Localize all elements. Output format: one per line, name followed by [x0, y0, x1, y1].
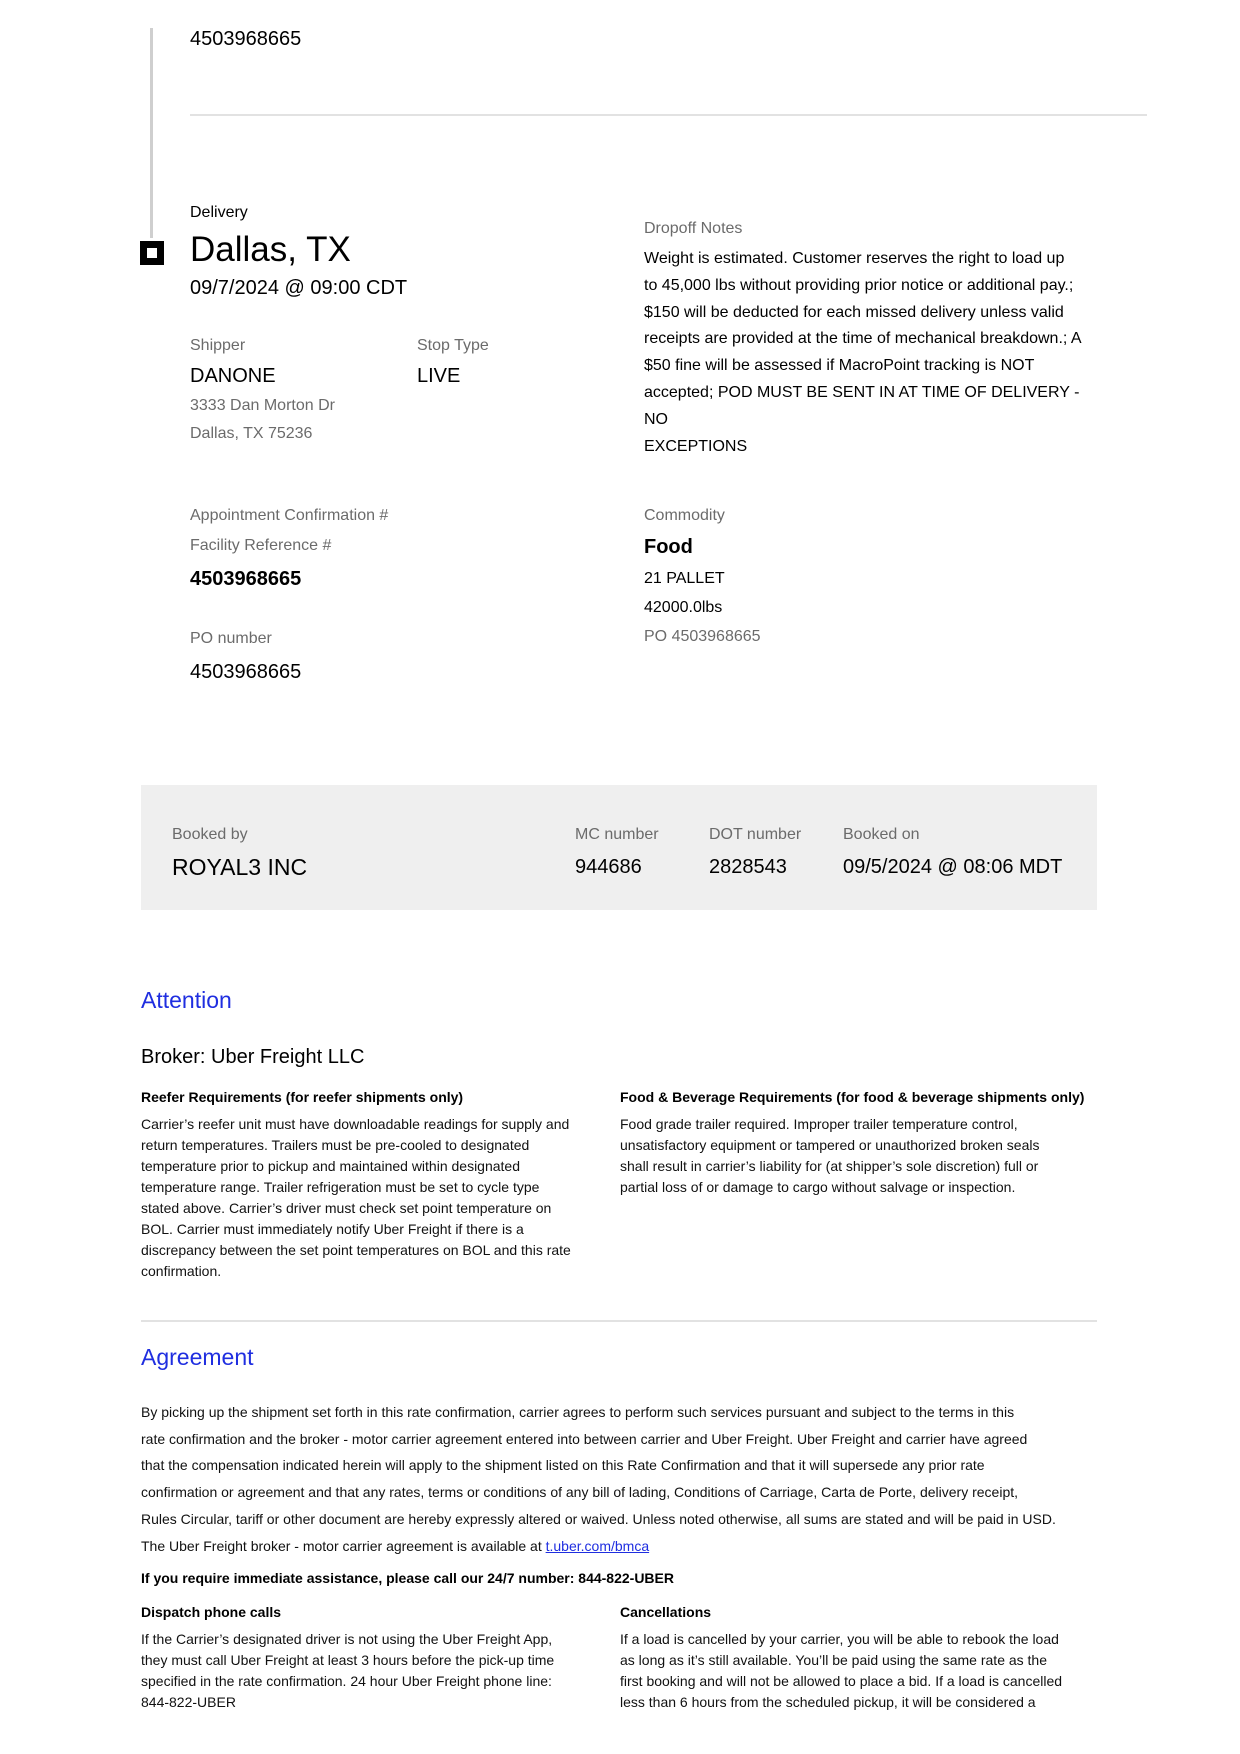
attention-title: Attention: [141, 987, 232, 1013]
cancellations-text: [620, 1629, 1090, 1713]
reefer-requirements-text: [141, 1114, 601, 1282]
text-line: Carrier’s reefer unit must have downloadable readings for supply and: [141, 1116, 570, 1132]
timeline-line: [150, 28, 153, 238]
shipper-address-line-1: 3333 Dan Morton Dr: [190, 397, 335, 414]
food-beverage-requirements-text: [620, 1114, 1090, 1198]
booked-by-value: ROYAL3 INC: [172, 854, 308, 880]
mc-number-value: 944686: [575, 856, 642, 878]
commodity-quantity: 21 PALLET: [644, 570, 725, 587]
facility-reference-label: Facility Reference #: [190, 537, 332, 554]
dispatch-calls-title: Dispatch phone calls: [141, 1604, 282, 1620]
dropoff-notes-line: Weight is estimated. Customer reserves the right to load up: [644, 250, 1065, 267]
shipper-address-line-2: Dallas, TX 75236: [190, 425, 313, 442]
agreement-link-prefix: The Uber Freight broker - motor carrier agreement is available at: [141, 1537, 546, 1554]
text-line: shall result in carrier’s liability for (at shipper’s sole discretion) full or: [620, 1158, 1039, 1174]
text-line: discrepancy between the set point temperatures on BOL and this rate: [141, 1242, 571, 1258]
commodity-label: Commodity: [644, 507, 725, 524]
dropoff-notes-line: $150 will be deducted for each missed delivery unless valid: [644, 303, 1064, 321]
shipper-name: DANONE: [190, 365, 276, 387]
text-line: they must call Uber Freight at least 3 hours before the pick-up time: [141, 1652, 555, 1668]
text-line: temperature range. Trailer refrigeration must be set to cycle type: [141, 1179, 540, 1195]
dot-number-value: 2828543: [709, 856, 787, 878]
text-line: unsatisfactory equipment or tampered or unauthorized broken seals: [620, 1137, 1040, 1153]
dropoff-notes-line: EXCEPTIONS: [644, 437, 748, 455]
commodity-weight: 42000.0lbs: [644, 599, 723, 616]
text-line: specified in the rate confirmation. 24 hour Uber Freight phone line:: [141, 1673, 552, 1689]
text-line: By picking up the shipment set forth in this rate confirmation, carrier agrees to perform such services pursuant and subject to the terms in this: [141, 1404, 1015, 1420]
text-line: as long as it’s still available. You’ll be paid using the same rate as the: [620, 1652, 1048, 1668]
divider: [190, 114, 1147, 116]
broker-name: Broker: Uber Freight LLC: [141, 1046, 365, 1068]
mc-number-label: MC number: [575, 826, 659, 843]
stop-type-value: LIVE: [417, 365, 461, 387]
text-line: If a load is cancelled by your carrier, you will be able to rebook the load: [620, 1631, 1059, 1647]
text-line: first booking and will not be allowed to place a bid. If a load is cancelled: [620, 1673, 1063, 1689]
reefer-requirements-title: Reefer Requirements (for reefer shipments only): [141, 1089, 464, 1105]
text-line: stated above. Carrier’s driver must check set point temperature on: [141, 1200, 552, 1216]
text-line: partial loss of or damage to cargo without salvage or inspection.: [620, 1179, 1016, 1195]
agreement-title: Agreement: [141, 1344, 254, 1370]
stop-type-heading: Delivery: [190, 204, 248, 221]
cancellations-title: Cancellations: [620, 1604, 712, 1620]
text-line: BOL. Carrier must immediately notify Uber Freight if there is a: [141, 1221, 524, 1237]
food-beverage-requirements-title: Food & Beverage Requirements (for food & beverage shipments only): [620, 1089, 1085, 1105]
text-line: less than 6 hours from the scheduled pickup, it will be considered a: [620, 1694, 1036, 1710]
facility-reference-value: 4503968665: [190, 568, 302, 590]
delivery-datetime: 09/7/2024 @ 09:00 CDT: [190, 277, 408, 299]
commodity-name: Food: [644, 536, 693, 558]
text-line: 844-822-UBER: [141, 1694, 236, 1710]
assistance-notice: If you require immediate assistance, please call our 24/7 number: 844-822-UBER: [141, 1570, 674, 1586]
text-line: confirmation or agreement and that any rates, terms or conditions of any bill of lading, Conditions of Carriage, Carta de Porte, delivery receipt,: [141, 1484, 1019, 1501]
text-line: return temperatures. Trailers must be pre-cooled to designated: [141, 1137, 530, 1153]
stop-square-icon: [140, 241, 164, 265]
booked-on-label: Booked on: [843, 826, 920, 843]
agreement-text: [141, 1399, 1101, 1559]
dropoff-notes: [644, 246, 1104, 460]
dropoff-notes-line: to 45,000 lbs without providing prior notice or additional pay.;: [644, 276, 1074, 294]
text-line: [141, 1533, 1101, 1560]
text-line: If the Carrier’s designated driver is not using the Uber Freight App,: [141, 1631, 553, 1647]
booked-on-value: 09/5/2024 @ 08:06 MDT: [843, 856, 1063, 878]
po-number-label: PO number: [190, 630, 272, 647]
text-line: confirmation.: [141, 1263, 222, 1279]
dropoff-notes-label: Dropoff Notes: [644, 220, 743, 237]
top-reference-number: 4503968665: [190, 28, 302, 50]
shipper-label: Shipper: [190, 337, 246, 354]
bmca-link[interactable]: t.uber.com/bmca: [545, 1537, 650, 1554]
text-line: that the compensation indicated herein will apply to the shipment listed on this Rate Confirmation and that it will supersede any prior rate: [141, 1457, 985, 1474]
booking-summary: [141, 785, 1097, 910]
booked-by-label: Booked by: [172, 826, 248, 843]
commodity-po: PO 4503968665: [644, 628, 761, 645]
dropoff-notes-line: accepted; POD MUST BE SENT IN AT TIME OF DELIVERY - NO: [644, 383, 1080, 428]
text-line: Rules Circular, tariff or other document are hereby expressly altered or waived. Unless noted otherwise, all sums are stated and will be paid in USD.: [141, 1510, 1056, 1527]
dot-number-label: DOT number: [709, 826, 802, 843]
stop-type-label: Stop Type: [417, 337, 489, 354]
divider: [141, 1320, 1097, 1322]
delivery-city: Dallas, TX: [190, 230, 351, 269]
po-number-value: 4503968665: [190, 661, 302, 683]
dispatch-calls-text: [141, 1629, 601, 1713]
dropoff-notes-line: $50 fine will be assessed if MacroPoint tracking is NOT: [644, 357, 1035, 375]
text-line: Food grade trailer required. Improper trailer temperature control,: [620, 1116, 1018, 1132]
appointment-confirmation-label: Appointment Confirmation #: [190, 507, 389, 524]
text-line: temperature prior to pickup and maintained within designated: [141, 1158, 521, 1174]
dropoff-notes-line: receipts are provided at the time of mechanical breakdown.; A: [644, 330, 1082, 348]
text-line: rate confirmation and the broker - motor carrier agreement entered into between carrier and Uber Freight. Uber Freight and carrier have agreed: [141, 1430, 1028, 1447]
